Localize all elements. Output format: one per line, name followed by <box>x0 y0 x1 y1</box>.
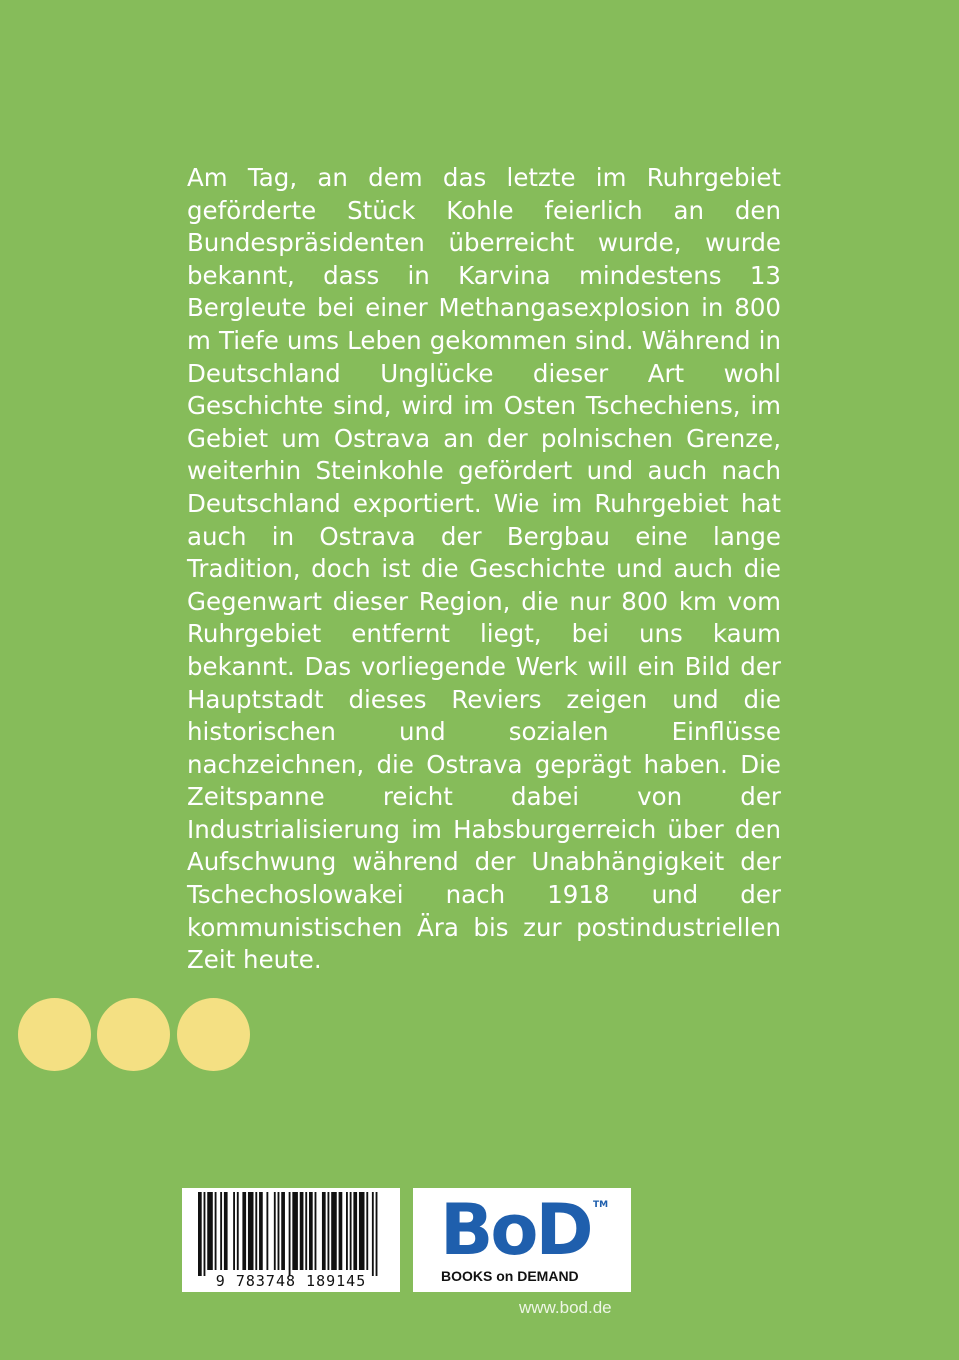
barcode-bar <box>300 1192 304 1270</box>
barcode-bar <box>353 1192 357 1270</box>
decorative-dot <box>177 998 250 1071</box>
barcode-bar <box>305 1192 307 1270</box>
trademark-mark: TM <box>593 1200 609 1210</box>
barcode-bar <box>224 1192 228 1270</box>
barcode-bar <box>198 1192 202 1276</box>
decorative-dot <box>97 998 170 1071</box>
barcode-bar <box>278 1192 280 1270</box>
barcode-bar <box>359 1192 365 1270</box>
decorative-dot <box>18 998 91 1071</box>
barcode-bar <box>207 1192 213 1270</box>
barcode-bar <box>237 1192 239 1270</box>
barcode-bar <box>204 1192 206 1276</box>
barcode-bar <box>255 1192 257 1270</box>
publisher-tagline: BOOKS on DEMAND <box>441 1268 579 1284</box>
barcode-bar <box>274 1192 276 1270</box>
barcode-bar <box>372 1192 374 1276</box>
isbn-number: 9 783748 189145 <box>215 1272 367 1290</box>
barcode-bar <box>346 1192 348 1270</box>
barcode-bar <box>215 1192 217 1270</box>
barcode-bar <box>331 1192 337 1270</box>
publisher-website: www.bod.de <box>519 1298 612 1317</box>
barcode-bar <box>322 1192 326 1270</box>
barcode-bar <box>339 1192 343 1270</box>
barcode-bar <box>292 1192 298 1270</box>
barcode-bar <box>309 1192 313 1270</box>
barcode-bar <box>328 1192 330 1270</box>
publisher-logo: BoD <box>440 1189 591 1271</box>
barcode-bar <box>233 1192 235 1270</box>
barcode-bar <box>266 1192 268 1270</box>
barcode-bar <box>242 1192 246 1270</box>
barcode-bar <box>281 1192 285 1270</box>
barcode-bar <box>289 1192 291 1276</box>
barcode-bar <box>376 1192 378 1276</box>
barcode-bar <box>220 1192 222 1270</box>
barcode-bar <box>259 1192 263 1270</box>
barcode-bar <box>350 1192 352 1270</box>
isbn-barcode <box>182 1188 400 1292</box>
barcode-bar <box>315 1192 317 1270</box>
publisher-logo-box <box>413 1188 631 1292</box>
barcode-bar <box>248 1192 254 1270</box>
barcode-bar <box>366 1192 368 1270</box>
back-cover-blurb: Am Tag, an dem das letzte im Ruhrgebiet geförderte Stück Kohle feierlich an den Bundespräsidenten überreicht wurde, wurde bekannt, dass in Karvina mindestens 13 Bergleute bei einer Methangasexplosion in 800 m Tiefe ums Leben gekommen sind. Während in Deutschland Unglücke dieser Art wohl Geschichte sind, wird im Osten Tschechiens, im Gebiet um Ostrava an der polnischen Grenze, weiterhin Steinkohle gefördert und auch nach Deutschland exportiert. Wie im Ruhrgebiet hat auch in Ostrava der Bergbau eine lange Tradition, doch ist die Geschichte und auch die Gegenwart dieser Region, die nur 800 km vom Ruhrgebiet entfernt liegt, bei uns kaum bekannt. Das vorliegende Werk will ein Bild der Hauptstadt dieses Reviers zeigen und die historischen und sozialen Einflüsse nachzeichnen, die Ostrava geprägt haben. Die Zeitspanne reicht dabei von der Industrialisierung im Habsburgerreich über den Aufschwung während der Unabhängigkeit der Tschechoslowakei nach 1918 und der kommunistischen Ära bis zur postindustriellen Zeit heute. <box>187 163 781 975</box>
